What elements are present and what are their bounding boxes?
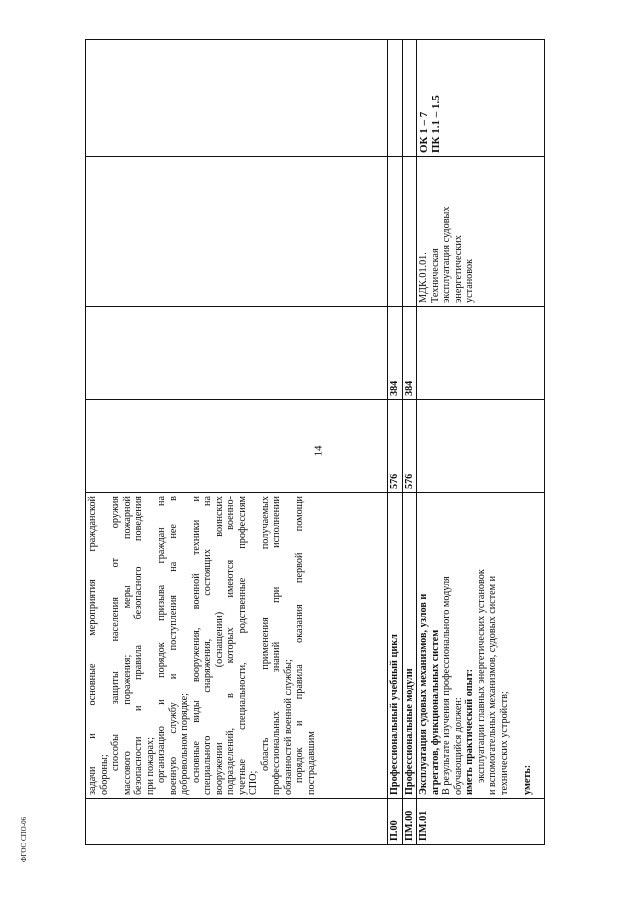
code-cell: П.00 [388,799,403,845]
text-line: эксплуатации главных энергетических установок [475,569,487,783]
text-line: обороны; [98,754,110,795]
text-line: подразделений, в которых имеются военно- [225,496,237,795]
mandatory-hours-cell [86,307,388,400]
text-line: ОК 1 – 7 [418,111,431,153]
text-line: обучающийся должен: [452,697,464,795]
code-cell [86,799,388,845]
mandatory-hours-cell [417,307,545,400]
section-name-cell: Профессиональный учебный цикл [388,493,403,799]
section-name-cell: Профессиональные модули [402,493,417,799]
text-line: Техническая [429,248,441,303]
text-line: основные виды вооружения, военной техники и [190,496,202,783]
competency-cell [402,40,417,157]
text-line: способы защиты населения от оружия [110,496,122,771]
total-hours-cell: 576 [402,400,417,493]
text-line: энергетических [452,235,464,303]
text-line: безопасности и правила безопасного поведения [133,496,145,795]
text-line: военную службу и поступления на нее в [167,496,179,795]
total-hours-cell: 576 [388,400,403,493]
text-line: специального снаряжения, состоящих на [202,496,214,795]
text-line: МДК.01.01. [418,252,430,303]
table-row [417,40,545,845]
text-line: обязанностей военной службы; [282,659,294,795]
text-line: область применения получаемых [259,496,271,771]
content-cell [86,493,388,799]
text-line: иметь практический опыт: [464,668,476,795]
mandatory-hours-cell: 384 [388,307,403,400]
text-line: технических устройств; [498,691,510,795]
page-number: 14 [312,445,325,457]
text-line: и вспомогательных механизмов, судовых систем и [487,575,499,795]
competency-cell [417,40,545,157]
text-line: учетные специальности, родственные профессиям [236,496,248,795]
text-line: организацию и порядок призыва граждан на [156,496,168,783]
text-line: установок [464,258,476,303]
total-hours-cell [417,400,545,493]
discipline-cell [388,157,403,307]
footer-label: ФГОС СПО-06 [20,816,28,862]
text-line: эксплуатация судовых [441,206,453,303]
text-line: порядок и правила оказания первой помощи [294,496,306,783]
text-line: массового поражения; меры пожарной [121,496,133,795]
text-line [510,496,522,795]
text-line: В результате изучения профессионального модуля [441,576,453,795]
text-line: уметь: [521,764,533,795]
table-row [402,40,417,845]
table-row [388,40,403,845]
total-hours-cell [86,400,388,493]
text-line: профессиональных знаний при исполнении [271,496,283,795]
curriculum-table [85,40,545,845]
code-cell: ПМ.01 [417,799,545,845]
content-cell [417,493,545,799]
text-line: задачи и основные мероприятия гражданской [87,496,98,795]
text-line: вооружении (оснащении) воинских [213,496,225,795]
text-line: ПК 1.1 – 1.5 [430,95,443,153]
text-line: пострадавшим [305,731,317,795]
mandatory-hours-cell: 384 [402,307,417,400]
table-row [86,40,388,845]
competency-cell [86,40,388,157]
text-line: Эксплуатация судовых механизмов, узлов и [418,593,430,795]
text-line: агрегатов, функциональных систем [429,629,441,795]
text-line: СПО; [248,770,260,795]
discipline-cell [417,157,545,307]
discipline-cell [86,157,388,307]
text-line: при пожарах; [144,737,156,795]
code-cell: ПМ.00 [402,799,417,845]
competency-cell [388,40,403,157]
text-line: добровольном порядке; [179,693,191,795]
discipline-cell [402,157,417,307]
